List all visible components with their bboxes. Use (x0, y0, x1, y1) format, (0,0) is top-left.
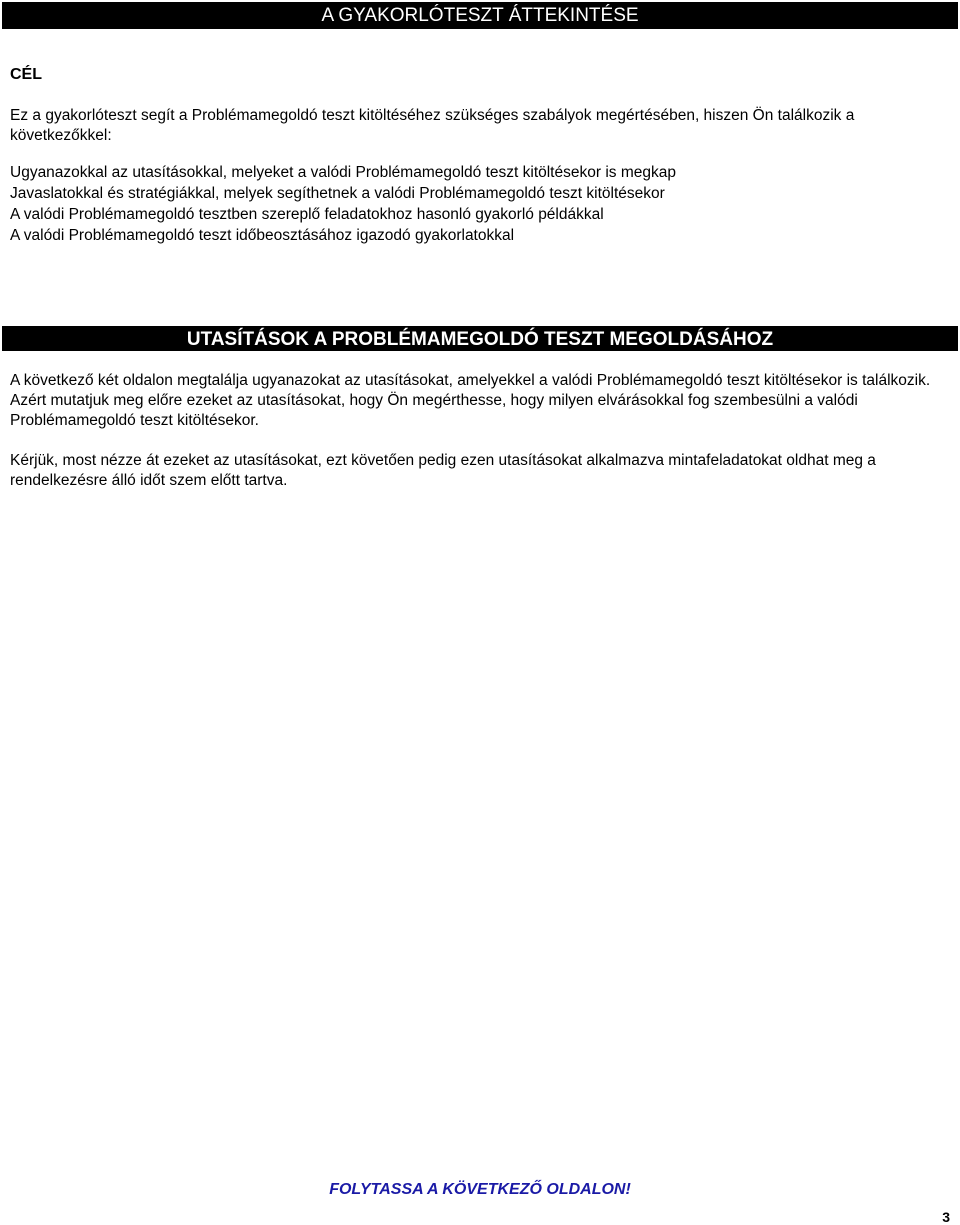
goal-list (10, 163, 950, 246)
list-item: Javaslatokkal és stratégiákkal, melyek segíthetnek a valódi Problémamegoldó teszt kitöltésekor (10, 185, 665, 202)
list-item: A valódi Problémamegoldó teszt időbeosztásához igazodó gyakorlatokkal (10, 227, 515, 244)
instructions-paragraph-1: A következő két oldalon megtalálja ugyanazokat az utasításokat, amelyekkel a valódi Problémamegoldó teszt kitöltésekor is találkozik. Azért mutatjuk meg előre ezeket az utasításokat, hogy Ön megérthesse, hogy milyen elvárásokkal fog szembesülni a valódi Problémamegoldó teszt kitöltésekor. (10, 372, 931, 429)
section-title (2, 326, 958, 351)
list-item: A valódi Problémamegoldó tesztben szereplő feladatokhoz hasonló gyakorló példákkal (10, 206, 604, 223)
list-item: Ugyanazokkal az utasításokkal, melyeket a valódi Problémamegoldó teszt kitöltésekor is megkap (10, 164, 676, 181)
goal-heading: CÉL (10, 66, 42, 83)
continue-note: FOLYTASSA A KÖVETKEZŐ OLDALON! (329, 1181, 631, 1198)
section-title-text: UTASÍTÁSOK A PROBLÉMAMEGOLDÓ TESZT MEGOLDÁSÁHOZ (186, 329, 774, 350)
goal-intro: Ez a gyakorlóteszt segít a Problémamegoldó teszt kitöltéséhez szükséges szabályok megértésében, hiszen Ön találkozik a következőkkel: (10, 107, 855, 144)
page-number: 3 (942, 1209, 950, 1225)
instructions-paragraph-2: Kérjük, most nézze át ezeket az utasításokat, ezt követően pedig ezen utasításokat alkalmazva mintafeladatokat oldhat meg a rendelkezésre álló időt szem előtt tartva. (10, 452, 876, 489)
page-title (2, 2, 958, 29)
page-title-text: A GYAKORLÓTESZT ÁTTEKINTÉSE (321, 5, 639, 26)
